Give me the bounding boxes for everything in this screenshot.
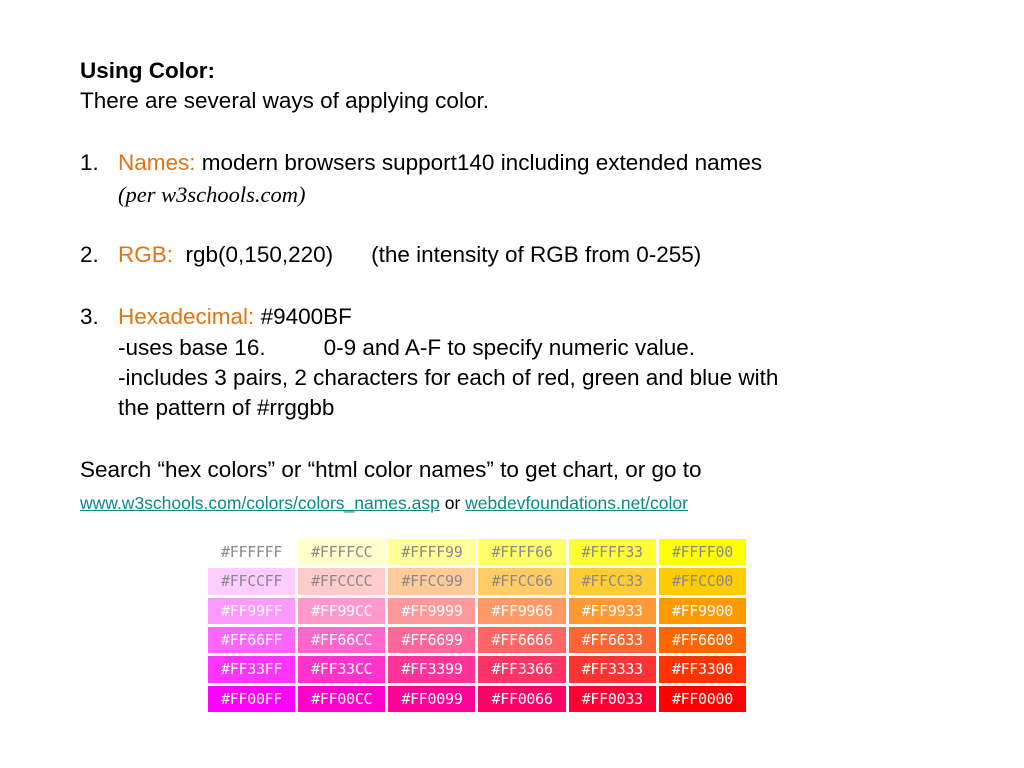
color-swatch: #FFCC66 bbox=[478, 568, 565, 594]
item-3-line bbox=[118, 302, 352, 332]
color-swatch: #FFFFFF bbox=[208, 539, 295, 565]
item-3-value: #9400BF bbox=[254, 304, 352, 329]
item-3-number: 3. bbox=[80, 304, 99, 329]
color-swatch: #FF9933 bbox=[569, 598, 656, 624]
color-swatch: #FF66FF bbox=[208, 627, 295, 653]
color-swatch: #FFCC33 bbox=[569, 568, 656, 594]
color-swatch: #FF0099 bbox=[388, 686, 475, 712]
links-line bbox=[80, 487, 688, 518]
color-swatch: #FF9966 bbox=[478, 598, 565, 624]
item-3-line1b: 0-9 and A-F to specify numeric value. bbox=[323, 335, 696, 360]
color-swatch: #FFFF33 bbox=[569, 539, 656, 565]
hex-color-chart bbox=[208, 539, 746, 712]
item-2-label: RGB: bbox=[118, 242, 174, 267]
color-swatch: #FFCCFF bbox=[208, 568, 295, 594]
color-swatch: #FF6699 bbox=[388, 627, 475, 653]
webdevfoundations-link[interactable]: webdevfoundations.net/color bbox=[465, 493, 688, 513]
color-swatch: #FF3366 bbox=[478, 656, 565, 682]
color-swatch: #FFCC00 bbox=[659, 568, 746, 594]
color-swatch: #FF00CC bbox=[298, 686, 385, 712]
color-swatch: #FF9999 bbox=[388, 598, 475, 624]
or-text: or bbox=[439, 493, 466, 513]
color-swatch: #FFFF00 bbox=[659, 539, 746, 565]
color-swatch: #FFCC99 bbox=[388, 568, 475, 594]
item-3-line1 bbox=[118, 333, 695, 363]
item-1-text: modern browsers support140 including extended names bbox=[195, 150, 763, 175]
item-2-number: 2. bbox=[80, 242, 99, 267]
color-swatch: #FF0066 bbox=[478, 686, 565, 712]
color-swatch: #FF66CC bbox=[298, 627, 385, 653]
item-3-label: Hexadecimal: bbox=[118, 304, 255, 329]
item-1-note: (per w3schools.com) bbox=[118, 182, 306, 207]
item-2-value: rgb(0,150,220) bbox=[185, 242, 334, 267]
item-3-line1a: -uses base 16. bbox=[118, 335, 266, 360]
color-swatch: #FF3300 bbox=[659, 656, 746, 682]
item-2-text: (the intensity of RGB from 0-255) bbox=[371, 242, 702, 267]
color-swatch: #FF6666 bbox=[478, 627, 565, 653]
color-swatch: #FF00FF bbox=[208, 686, 295, 712]
color-swatch: #FF33CC bbox=[298, 656, 385, 682]
color-swatch: #FF99CC bbox=[298, 598, 385, 624]
color-swatch: #FF99FF bbox=[208, 598, 295, 624]
item-2-line bbox=[118, 240, 701, 270]
color-swatch: #FFCCCC bbox=[298, 568, 385, 594]
item-1-label: Names: bbox=[118, 150, 196, 175]
color-swatch: #FFFFCC bbox=[298, 539, 385, 565]
item-3-line3: the pattern of #rrggbb bbox=[118, 395, 335, 420]
intro-text: There are several ways of applying color. bbox=[80, 88, 489, 113]
color-swatch: #FF3333 bbox=[569, 656, 656, 682]
color-swatch: #FF33FF bbox=[208, 656, 295, 682]
color-swatch: #FFFF66 bbox=[478, 539, 565, 565]
color-swatch: #FF3399 bbox=[388, 656, 475, 682]
color-swatch: #FF6600 bbox=[659, 627, 746, 653]
item-3-line2: -includes 3 pairs, 2 characters for each of red, green and blue with bbox=[118, 365, 779, 390]
color-swatch: #FFFF99 bbox=[388, 539, 475, 565]
w3schools-link[interactable]: www.w3schools.com/colors/colors_names.asp bbox=[80, 493, 440, 513]
color-swatch: #FF6633 bbox=[569, 627, 656, 653]
item-1-line bbox=[118, 148, 762, 178]
color-swatch: #FF9900 bbox=[659, 598, 746, 624]
slide-heading: Using Color: bbox=[80, 58, 215, 83]
color-swatch: #FF0033 bbox=[569, 686, 656, 712]
search-text: Search “hex colors” or “html color names” to get chart, or go to bbox=[80, 457, 702, 482]
color-swatch: #FF0000 bbox=[659, 686, 746, 712]
item-1-number: 1. bbox=[80, 150, 99, 175]
